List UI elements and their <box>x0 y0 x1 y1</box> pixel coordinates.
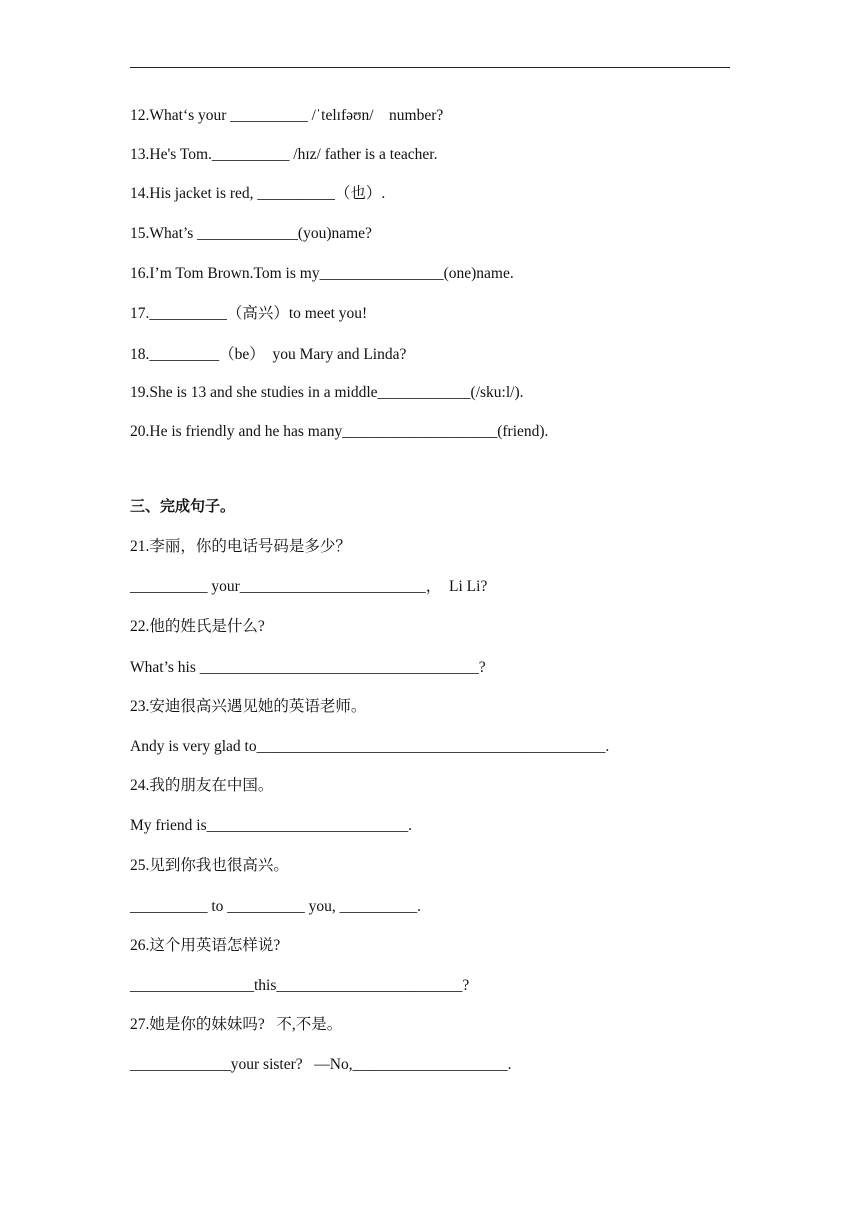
question-26-answer: ________________this________________________? <box>130 977 470 994</box>
question-25-prompt: 25.见到你我也很高兴。 <box>130 857 289 874</box>
question-18: 18._________（be） you Mary and Linda? <box>130 346 407 363</box>
question-20: 20.He is friendly and he has many____________________(friend). <box>130 423 549 440</box>
question-25-answer: __________ to __________ you, __________. <box>130 898 422 915</box>
question-21-answer: __________ your________________________， Li Li? <box>130 578 488 595</box>
question-15: 15.What’s _____________(you)name? <box>130 225 372 242</box>
question-22-prompt: 22.他的姓氏是什么? <box>130 618 265 635</box>
question-19: 19.She is 13 and she studies in a middle____________(/sku:l/). <box>130 384 524 401</box>
section-heading: 三、完成句子。 <box>130 499 236 515</box>
question-17: 17.__________（高兴）to meet you! <box>130 305 368 322</box>
question-24-prompt: 24.我的朋友在中国。 <box>130 777 274 794</box>
question-22-answer: What’s his ____________________________________? <box>130 659 486 676</box>
question-23-prompt: 23.安迪很高兴遇见她的英语老师。 <box>130 698 367 715</box>
question-27-answer: _____________your sister? —No,____________________. <box>130 1056 512 1073</box>
question-12: 12.What‘s your __________ /ˈtelɪfəʊn/ number? <box>130 107 444 124</box>
question-16: 16.I’m Tom Brown.Tom is my________________(one)name. <box>130 265 514 282</box>
question-26-prompt: 26.这个用英语怎样说? <box>130 937 281 954</box>
question-23-answer: Andy is very glad to_____________________________________________. <box>130 738 610 755</box>
question-21-prompt: 21.李丽，你的电话号码是多少？ <box>130 538 351 555</box>
header-rule <box>130 67 730 68</box>
question-13: 13.He's Tom.__________ /hɪz/ father is a teacher. <box>130 146 438 163</box>
question-27-prompt: 27.她是你的妹妹吗? 不,不是。 <box>130 1016 343 1033</box>
question-24-answer: My friend is__________________________. <box>130 817 413 834</box>
question-14: 14.His jacket is red, __________（也）. <box>130 185 386 202</box>
